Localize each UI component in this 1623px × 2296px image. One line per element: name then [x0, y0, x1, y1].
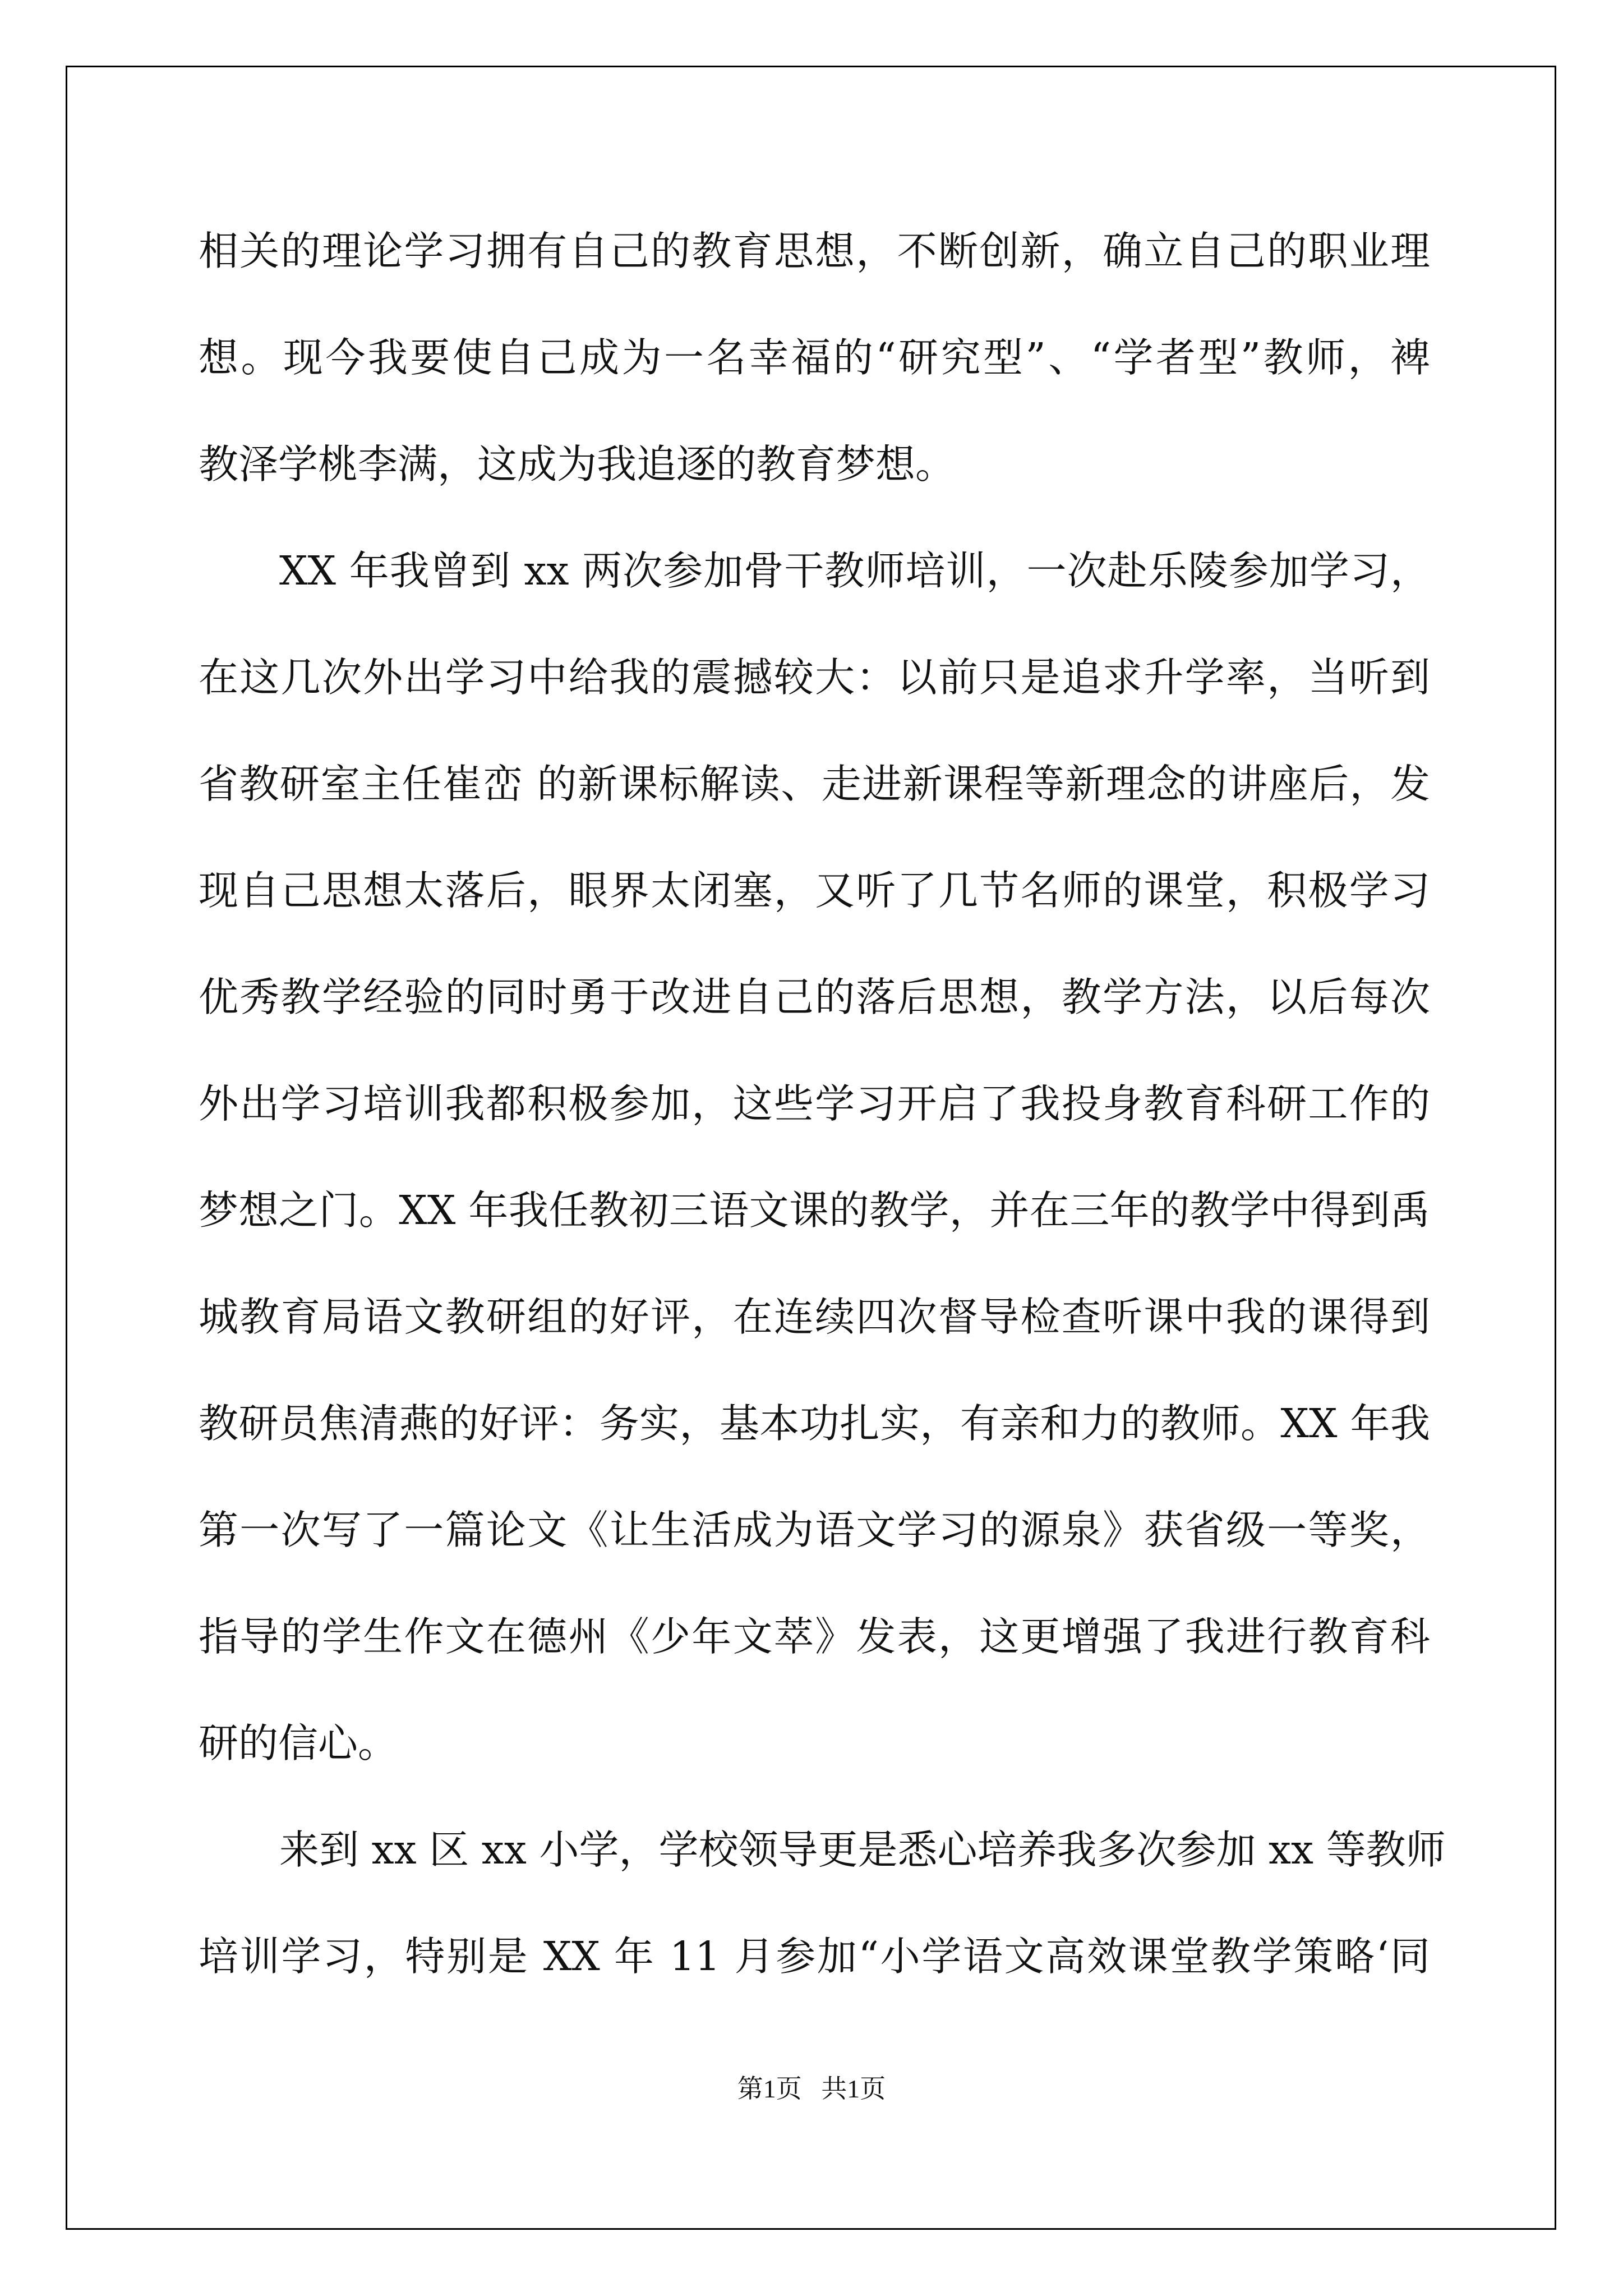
text-line: 培训学习，特别是 XX 年 11 月参加“小学语文高效课堂教学策略‘同 — [199, 1933, 1430, 1980]
text-line: 相关的理论学习拥有自己的教育思想，不断创新，确立自己的职业理 — [199, 228, 1430, 274]
text-line: 梦想之门。XX 年我任教初三语文课的教学，并在三年的教学中得到禹 — [199, 1187, 1430, 1234]
text-line: 来到 xx 区 xx 小学，学校领导更是悉心培养我多次参加 xx 等教师 — [279, 1826, 1446, 1873]
text-line: 外出学习培训我都积极参加，这些学习开启了我投身教育科研工作的 — [199, 1080, 1430, 1127]
text-line: 想。现今我要使自己成为一名幸福的“研究型”、“学者型”教师，裨 — [199, 334, 1430, 381]
text-line: 教研员焦清燕的好评：务实，基本功扎实，有亲和力的教师。XX 年我 — [199, 1400, 1430, 1447]
text-line: 现自己思想太落后，眼界太闭塞，又听了几节名师的课堂，积极学习 — [199, 867, 1430, 914]
page-number-footer: 第1页 共1页 — [737, 2074, 886, 2103]
text-line: 教泽学桃李满，这成为我追逐的教育梦想。 — [199, 441, 956, 487]
text-line: 城教育局语文教研组的好评，在连续四次督导检查听课中我的课得到 — [199, 1294, 1430, 1340]
text-line: 在这几次外出学习中给我的震撼较大：以前只是追求升学率，当听到 — [199, 654, 1430, 701]
text-line: XX 年我曾到 xx 两次参加骨干教师培训，一次赴乐陵参加学习， — [279, 547, 1430, 594]
text-line: 指导的学生作文在德州《少年文萃》发表，这更增强了我进行教育科 — [199, 1613, 1430, 1660]
text-line: 第一次写了一篇论文《让生活成为语文学习的源泉》获省级一等奖， — [199, 1507, 1430, 1553]
text-line: 研的信心。 — [199, 1720, 398, 1766]
text-line: 优秀教学经验的同时勇于改进自己的落后思想，教学方法，以后每次 — [199, 974, 1430, 1020]
text-line: 省教研室主任崔峦 的新课标解读、走进新课程等新理念的讲座后，发 — [199, 761, 1430, 807]
